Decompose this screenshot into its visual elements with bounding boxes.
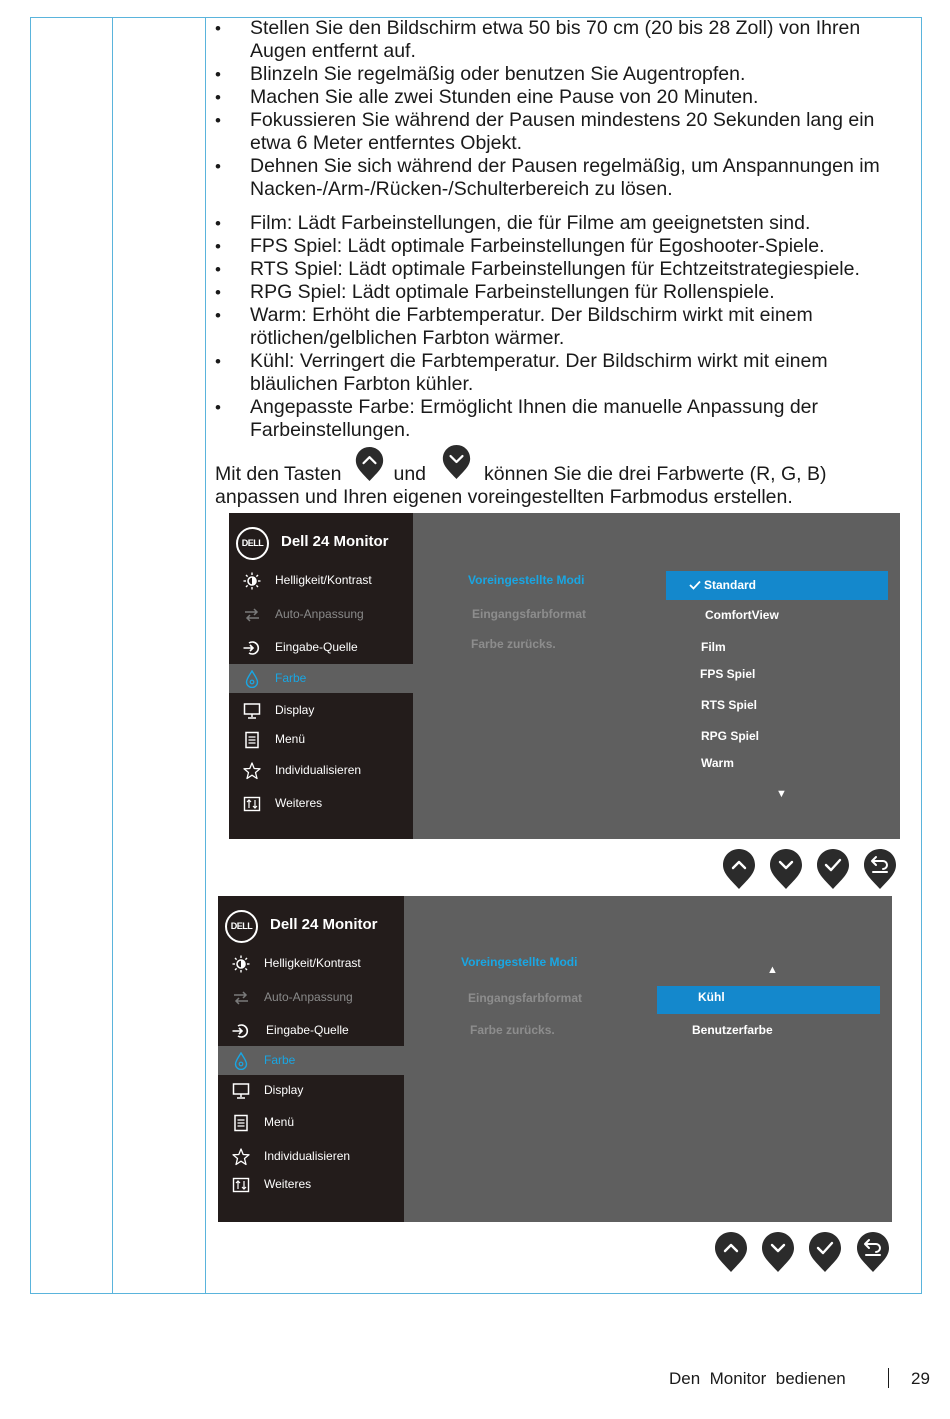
down-button-icon[interactable] [761, 1231, 795, 1273]
other-settings-icon [243, 795, 261, 813]
footer-section-title: Den Monitor bedienen [669, 1369, 846, 1388]
osd-menu-item-other[interactable]: Weiteres [229, 789, 413, 818]
submenu-input-color-format[interactable]: Eingangsfarbformat [468, 991, 583, 1005]
scroll-down-arrow-icon[interactable]: ▼ [776, 788, 787, 800]
option-custom-color[interactable]: Benutzerfarbe [692, 1023, 773, 1037]
list-item: • FPS Spiel: Lädt optimale Farbeinstellungen für Egoshooter-Spiele. [215, 235, 825, 257]
option-fps-game[interactable]: FPS Spiel [700, 667, 756, 681]
back-exit-icon[interactable] [856, 1231, 890, 1273]
submenu-color-reset[interactable]: Farbe zurücks. [470, 1023, 555, 1037]
osd-sidebar [218, 896, 404, 1222]
star-icon [232, 1148, 250, 1166]
dell-logo: DELL [236, 527, 269, 560]
option-comfortview[interactable]: ComfortView [705, 608, 779, 622]
osd-menu-item-menu[interactable]: Menü [229, 725, 413, 754]
up-button-icon[interactable] [722, 848, 756, 890]
brightness-icon [243, 572, 261, 590]
list-item: • Angepasste Farbe: Ermöglicht Ihnen die manuelle Anpassung der Farbeinstellungen. [215, 396, 819, 441]
up-button-icon[interactable] [714, 1231, 748, 1273]
option-warm[interactable]: Warm [701, 756, 734, 770]
column-divider [205, 18, 206, 1293]
list-item: • Machen Sie alle zwei Stunden eine Pause von 20 Minuten. [215, 86, 759, 108]
confirm-check-icon[interactable] [808, 1231, 842, 1273]
list-item: • Warm: Erhöht die Farbtemperatur. Der Bildschirm wirkt mit einem rötlichen/gelblichen Farbton wärmer. [215, 304, 813, 349]
menu-list-icon [243, 731, 261, 749]
back-exit-icon[interactable] [863, 848, 897, 890]
confirm-check-icon[interactable] [816, 848, 850, 890]
color-drop-icon [243, 670, 261, 688]
osd-menu-item-input-source[interactable]: Eingabe-Quelle [218, 1016, 404, 1045]
submenu-input-color-format[interactable]: Eingangsfarbformat [472, 607, 587, 621]
osd-menu-item-color[interactable]: Farbe [229, 664, 413, 693]
osd-menu-item-color[interactable]: Farbe [218, 1046, 404, 1075]
menu-list-icon [232, 1114, 250, 1132]
auto-adjust-icon [243, 606, 261, 624]
list-item: • Blinzeln Sie regelmäßig oder benutzen Sie Augentropfen. [215, 63, 746, 85]
up-button-icon [355, 446, 384, 482]
footer-divider [888, 1368, 889, 1388]
other-settings-icon [232, 1176, 250, 1194]
list-item: • Stellen Sie den Bildschirm etwa 50 bis 70 cm (20 bis 28 Zoll) von Ihren Augen entfernt auf. [215, 17, 861, 62]
osd-title: Dell 24 Monitor [270, 916, 378, 933]
option-rts-game[interactable]: RTS Spiel [701, 698, 758, 712]
ergonomics-tips-list [215, 17, 905, 201]
osd-menu-item-menu[interactable]: Menü [218, 1108, 404, 1137]
list-item: • RTS Spiel: Lädt optimale Farbeinstellungen für Echtzeitstrategiespiele. [215, 258, 860, 280]
display-monitor-icon [232, 1082, 250, 1100]
submenu-preset-modes[interactable]: Voreingestellte Modi [461, 955, 578, 969]
osd-screenshot-2 [218, 896, 892, 1222]
osd-menu-item-brightness[interactable]: Helligkeit/Kontrast [229, 566, 413, 595]
checkmark-icon [689, 580, 701, 590]
option-rpg-game[interactable]: RPG Spiel [701, 729, 760, 743]
input-source-icon [232, 1022, 250, 1040]
list-item: • RPG Spiel: Lädt optimale Farbeinstellungen für Rollenspiele. [215, 281, 775, 303]
page-number: 29 [911, 1369, 930, 1388]
osd-title: Dell 24 Monitor [281, 533, 389, 550]
osd-sidebar [229, 513, 413, 839]
option-standard[interactable]: Standard [689, 578, 756, 592]
color-drop-icon [232, 1052, 250, 1070]
star-icon [243, 762, 261, 780]
submenu-preset-modes[interactable]: Voreingestellte Modi [468, 573, 585, 587]
list-item: • Fokussieren Sie während der Pausen mindestens 20 Sekunden lang ein etwa 6 Meter entferntes Objekt. [215, 109, 875, 154]
osd-menu-item-brightness[interactable]: Helligkeit/Kontrast [218, 949, 404, 978]
osd-menu-item-personalize[interactable]: Individualisieren [218, 1142, 404, 1171]
preset-modes-list [215, 212, 905, 442]
osd-menu-item-display[interactable]: Display [218, 1076, 404, 1105]
input-source-icon [243, 639, 261, 657]
osd-menu-item-personalize[interactable]: Individualisieren [229, 756, 413, 785]
brightness-icon [232, 955, 250, 973]
selected-option-highlight [657, 986, 880, 1014]
osd-menu-item-auto-adjust[interactable]: Auto-Anpassung [218, 983, 404, 1012]
down-button-icon[interactable] [769, 848, 803, 890]
column-divider [112, 18, 113, 1293]
down-button-icon [442, 444, 471, 480]
list-item: • Dehnen Sie sich während der Pausen regelmäßig, um Anspannungen im Nacken-/Arm-/Rücken-/Schulterbereich zu lösen. [215, 155, 880, 200]
option-cool[interactable]: Kühl [698, 990, 725, 1004]
display-monitor-icon [243, 702, 261, 720]
osd-menu-item-other[interactable]: Weiteres [218, 1170, 404, 1199]
list-item: • Film: Lädt Farbeinstellungen, die für Filme am geeignetsten sind. [215, 212, 811, 234]
osd-menu-item-input-source[interactable]: Eingabe-Quelle [229, 633, 413, 662]
osd-menu-item-display[interactable]: Display [229, 696, 413, 725]
dell-logo: DELL [225, 910, 258, 943]
osd-menu-item-auto-adjust[interactable]: Auto-Anpassung [229, 600, 413, 629]
instruction-paragraph: Mit den Tasten und können Sie die drei Farbwerte (R, G, B) anpassen und Ihren eigenen voreingestellten Farbmodus erstellen. [215, 463, 827, 508]
osd-screenshot-1 [229, 513, 900, 839]
submenu-color-reset[interactable]: Farbe zurücks. [471, 637, 556, 651]
list-item: • Kühl: Verringert die Farbtemperatur. Der Bildschirm wirkt mit einem bläulichen Farbton kühler. [215, 350, 828, 395]
option-film[interactable]: Film [701, 640, 726, 654]
scroll-up-arrow-icon[interactable]: ▲ [767, 964, 778, 976]
auto-adjust-icon [232, 989, 250, 1007]
